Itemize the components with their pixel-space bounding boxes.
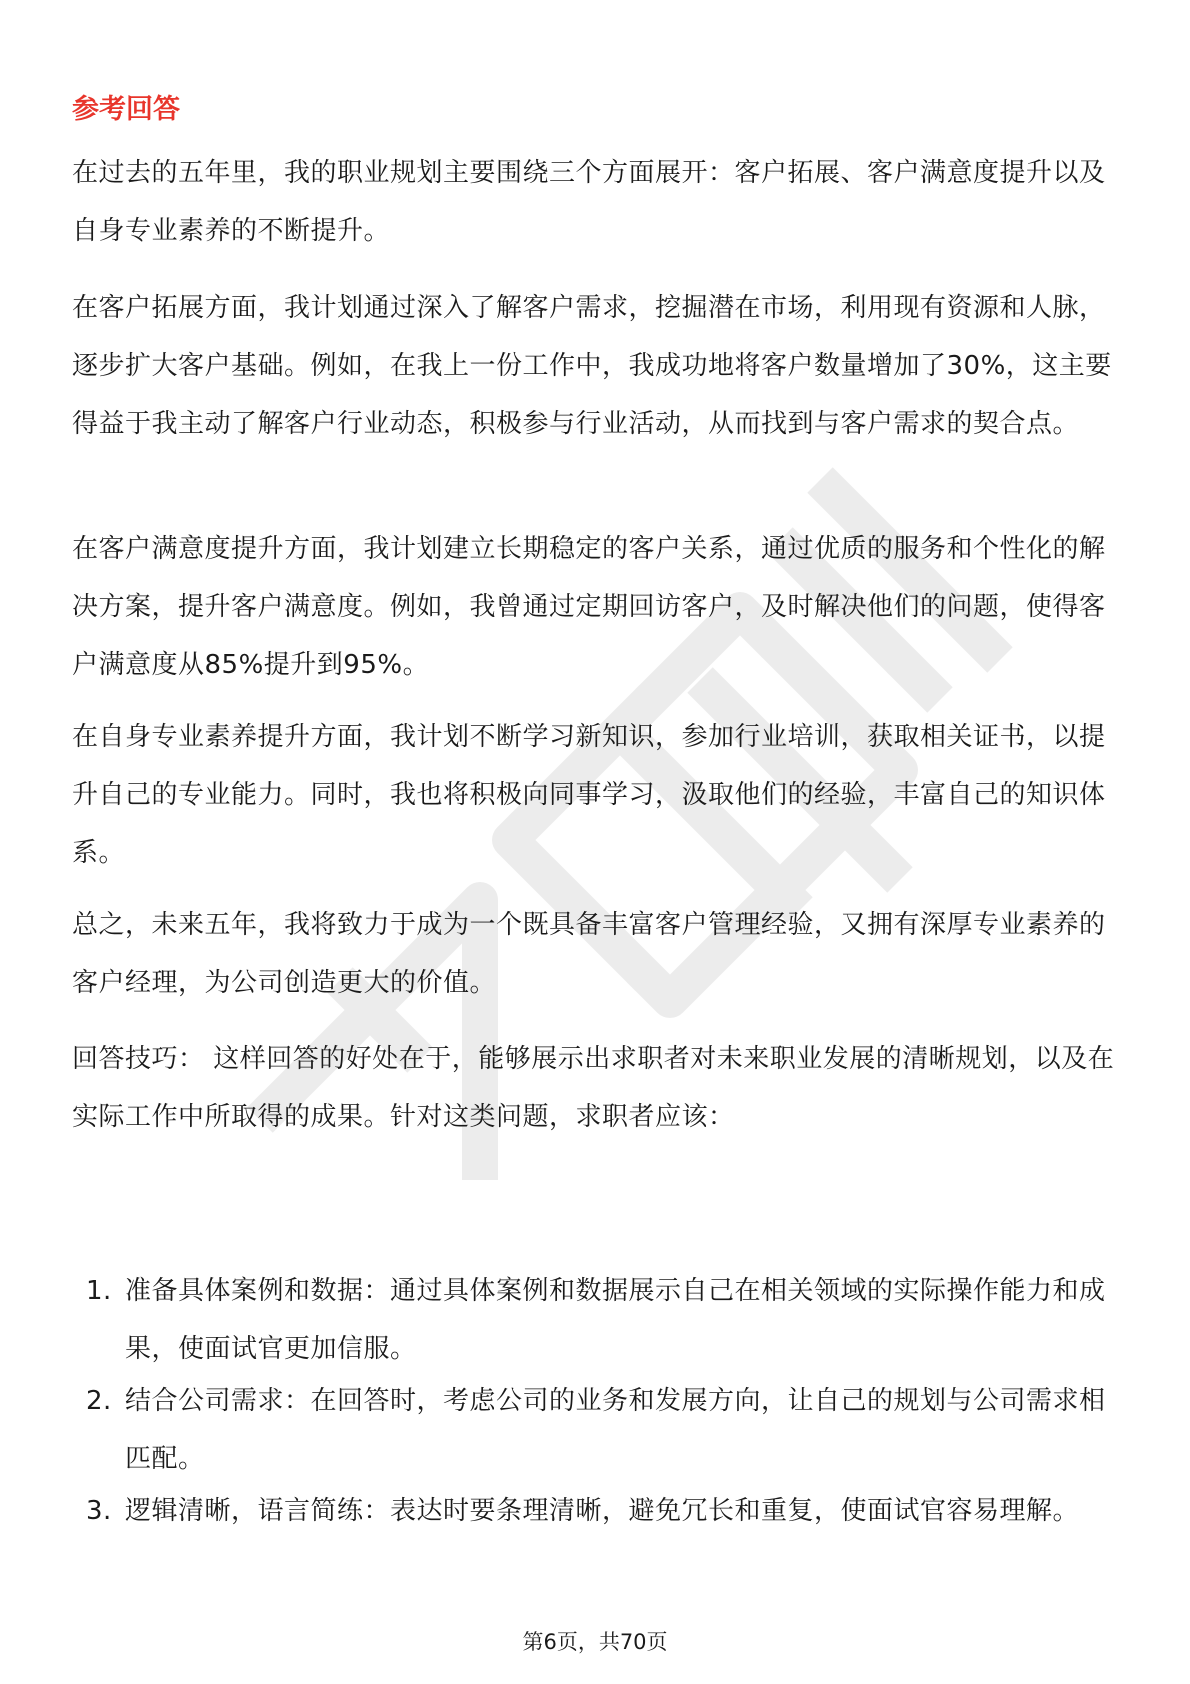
list-item-text: 逻辑清晰，语言简练：表达时要条理清晰，避免冗长和重复，使面试官容易理解。 — [125, 1496, 1080, 1526]
list-item — [72, 1482, 1118, 1540]
paragraph-intro: 在过去的五年里，我的职业规划主要围绕三个方面展开：客户拓展、客户满意度提升以及自身专业素养的不断提升。 — [72, 158, 1106, 246]
paragraph-professional-growth: 在自身专业素养提升方面，我计划不断学习新知识，参加行业培训，获取相关证书，以提升自己的专业能力。同时，我也将积极向同事学习，汲取他们的经验，丰富自己的知识体系。 — [72, 722, 1106, 868]
paragraph-answer-tips: 回答技巧： 这样回答的好处在于，能够展示出求职者对未来职业发展的清晰规划，以及在实际工作中所取得的成果。针对这类问题，求职者应该： — [72, 1044, 1115, 1132]
paragraph-client-expansion: 在客户拓展方面，我计划通过深入了解客户需求，挖掘潜在市场，利用现有资源和人脉，逐步扩大客户基础。例如，在我上一份工作中，我成功地将客户数量增加了30%，这主要得益于我主动了解客户行业动态，积极参与行业活动，从而找到与客户需求的契合点。 — [72, 293, 1112, 439]
tips-list — [72, 1262, 1118, 1540]
list-item-number: 1. — [86, 1276, 112, 1306]
list-item-number: 3. — [86, 1496, 112, 1526]
paragraph-client-satisfaction: 在客户满意度提升方面，我计划建立长期稳定的客户关系，通过优质的服务和个性化的解决方案，提升客户满意度。例如，我曾通过定期回访客户，及时解决他们的问题，使得客户满意度从85%提升到95%。 — [72, 534, 1106, 680]
list-item — [72, 1372, 1118, 1488]
page-footer: 第6页，共70页 — [522, 1630, 668, 1654]
section-heading: 参考回答 — [72, 94, 180, 125]
paragraph-summary: 总之，未来五年，我将致力于成为一个既具备丰富客户管理经验，又拥有深厚专业素养的客户经理，为公司创造更大的价值。 — [72, 910, 1106, 998]
list-item-number: 2. — [86, 1386, 112, 1416]
list-item-text: 结合公司需求：在回答时，考虑公司的业务和发展方向，让自己的规划与公司需求相匹配。 — [125, 1386, 1106, 1474]
list-item-text: 准备具体案例和数据：通过具体案例和数据展示自己在相关领域的实际操作能力和成果，使面试官更加信服。 — [125, 1276, 1106, 1364]
list-item — [72, 1262, 1118, 1378]
